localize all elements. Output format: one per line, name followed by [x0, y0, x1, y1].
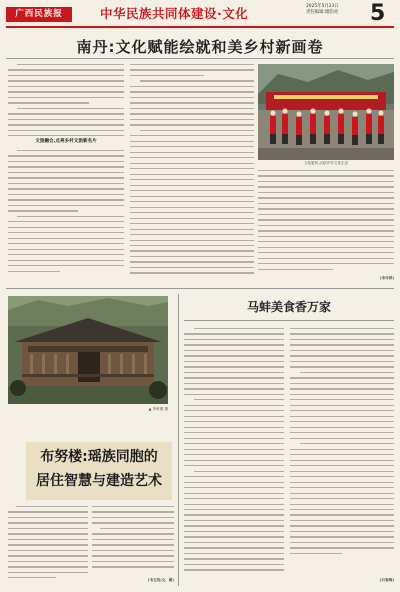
side-article-col2 — [290, 328, 394, 578]
section-badge: 广西民族报 — [6, 7, 72, 22]
article-subhead: 文旅融合,点亮乡村文旅新名片 — [35, 139, 97, 144]
feature-byline: (韦玉英/文、图) — [147, 578, 174, 582]
issue-date — [306, 4, 339, 16]
feature-col1 — [8, 506, 88, 586]
subhead-box — [8, 137, 124, 147]
masthead-rule — [6, 26, 394, 28]
editor-line: 责任编辑:谢韵亮 — [306, 10, 339, 15]
side-article-title: 马蚌美食香万家 — [246, 300, 331, 314]
main-headline: 南丹:文化赋能绘就和美乡村新画卷 — [76, 38, 324, 56]
feature-title-line1: 布努楼:瑶族同胞的 — [40, 449, 158, 465]
article-photo-performance — [258, 64, 394, 160]
page-section-title: 中华民族共同体建设·文化 — [100, 6, 249, 21]
article-main-col3 — [258, 170, 394, 274]
performance-photo-image — [258, 64, 394, 160]
article-main-col2 — [130, 64, 254, 278]
feature-photo — [8, 296, 168, 404]
article-main-col1b — [8, 150, 124, 278]
performance-photo-caption: 文化惠民,活跃乡村文化生活 — [303, 161, 349, 165]
feature-title-line2: 居住智慧与建造艺术 — [36, 473, 162, 489]
side-title-rule — [184, 320, 394, 321]
date-line: 2025年5月23日 — [306, 4, 339, 9]
side-article-col1 — [184, 328, 284, 586]
article-main-byline: (李丹萍) — [379, 276, 394, 280]
side-article-credit: (石春梅) — [379, 578, 394, 582]
column-divider — [178, 294, 179, 586]
page-number: 5 — [370, 1, 386, 26]
headline-rule — [6, 58, 394, 59]
feature-col2 — [92, 506, 174, 586]
bunu-house-image — [8, 296, 168, 404]
section-divider — [6, 288, 394, 289]
feature-photo-credit: ▲ 李荣德 摄 — [148, 407, 168, 411]
